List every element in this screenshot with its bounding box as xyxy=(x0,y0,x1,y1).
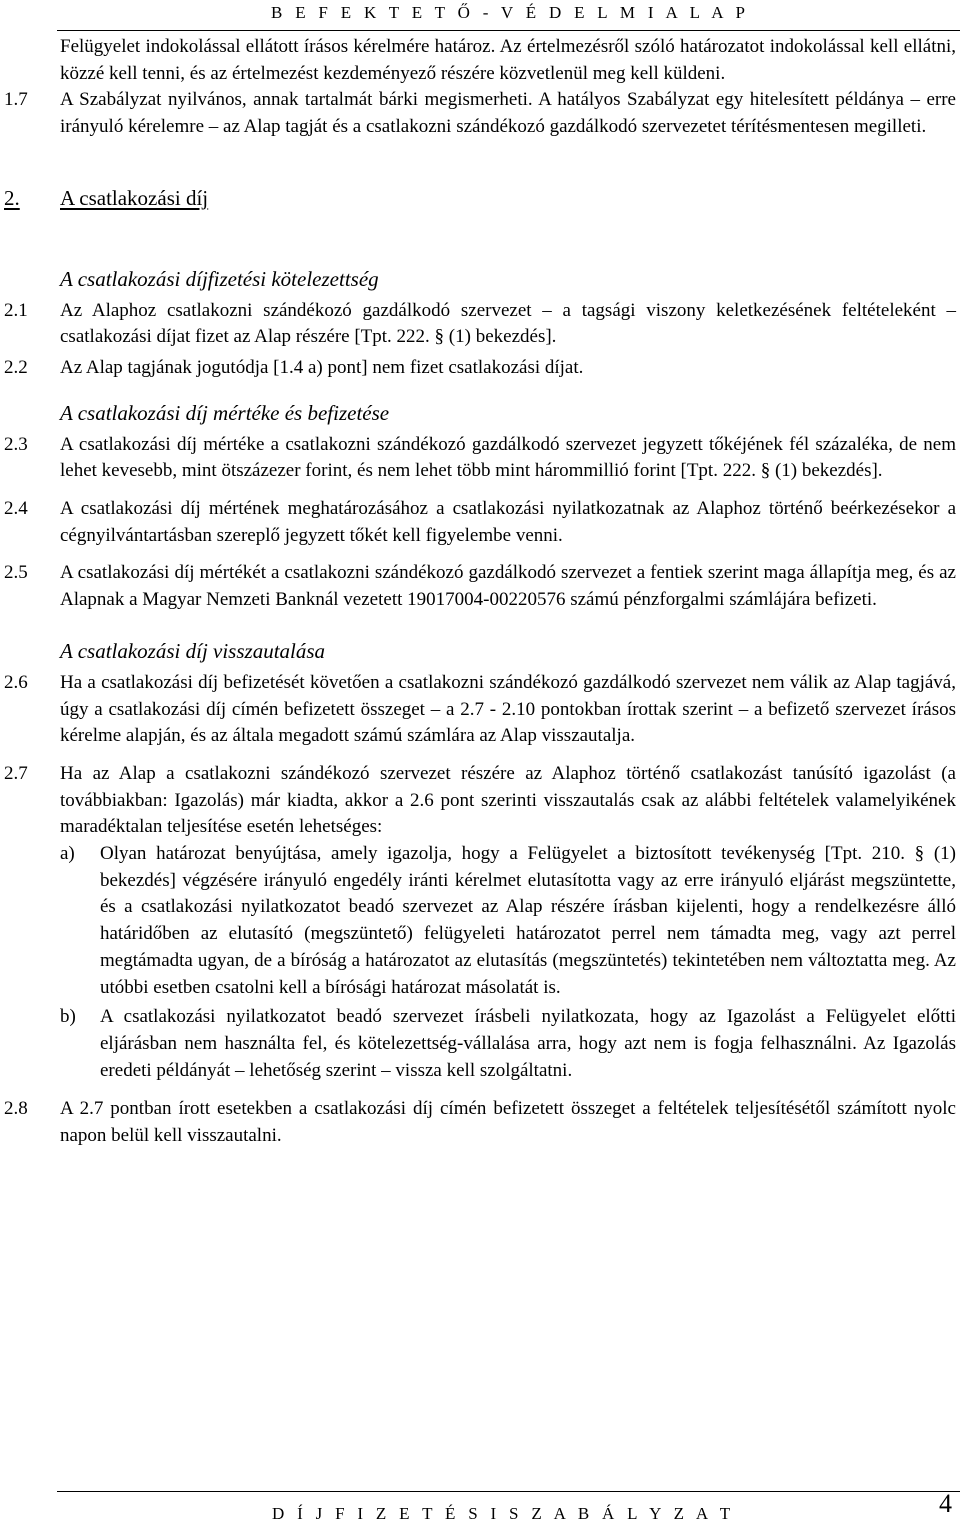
paragraph-2-1 xyxy=(0,298,960,351)
footer-rule xyxy=(57,1491,960,1492)
subheading-refund: A csatlakozási díj visszautalása xyxy=(60,638,326,663)
paragraph-2-7 xyxy=(0,761,960,841)
subheading-obligation: A csatlakozási díjfizetési kötelezettség xyxy=(60,266,379,291)
paragraph-number: 2.1 xyxy=(4,299,28,321)
paragraph-number: 2.8 xyxy=(4,1098,28,1120)
paragraph-text: Ha a csatlakozási díj befizetését követően a csatlakozni szándékozó gazdálkodó szervezet nem válik az Alap tagjává, úgy a csatlakozási díj címén befizetett összeget ‒ a 2.7 - 2.10 pontokban írottak szerint ‒ a befizető szervezet írásos kérelme alapján, és az általa megadott számú számlára az Alap visszautalja. xyxy=(60,671,956,747)
paragraph-number: 2.7 xyxy=(4,762,28,784)
paragraph-2-8 xyxy=(0,1096,960,1149)
running-footer: D Í J F I Z E T É S I S Z A B Á L Y Z A T xyxy=(272,1504,735,1523)
paragraph-text: Ha az Alap a csatlakozni szándékozó szervezet részére az Alaphoz történő csatlakozást tanúsító igazolást (a továbbiakban: Igazolás) már kiadta, akkor a 2.6 pont szerinti visszautalás csak az alábbi feltételek valamelyikének maradéktalan teljesítése esetén lehetséges: xyxy=(60,762,956,838)
paragraph-number: 2.6 xyxy=(4,671,28,693)
subheading-amount: A csatlakozási díj mértéke és befizetése xyxy=(60,400,390,425)
list-item-b xyxy=(60,1004,960,1084)
paragraph-text: A csatlakozási díj mértéke a csatlakozni szándékozó gazdálkodó szervezet jegyzett tőkéjének fél százaléka, de nem lehet kevesebb, mint ötszázezer forint, és nem lehet több mint hárommillió forint [Tpt. 222. § (1) bekezdés]. xyxy=(60,433,956,482)
paragraph-continuation: Felügyelet indokolással ellátott írásos kérelmére határoz. Az értelmezésről szóló határozatot indokolással kell ellátni, közzé kell tenni, és az értelmezést kezdeményező részére közvetlenül meg kell küldeni. xyxy=(60,36,956,84)
list-text: A csatlakozási nyilatkozatot beadó szervezet írásbeli nyilatkozata, hogy az Igazolást a Felügyelet előtti eljárásban nem használta fel, és kötelezettség-vállalása arra, hogy azt nem is fogja felhasználni. Az Igazolás eredeti példányát ‒ lehetőség szerint ‒ vissza kell szolgáltatni. xyxy=(100,1006,956,1081)
paragraph-1-7 xyxy=(0,87,960,140)
document-body xyxy=(0,34,960,1150)
paragraph-number: 2.4 xyxy=(4,498,28,520)
list-item-a xyxy=(60,841,960,1001)
paragraph-number: 2.2 xyxy=(4,356,28,378)
list-label: a) xyxy=(60,843,75,865)
paragraph-2-3 xyxy=(0,432,960,485)
header-rule xyxy=(57,30,960,31)
section-number: 2. xyxy=(4,185,20,210)
paragraph-number: 2.3 xyxy=(4,433,28,455)
section-title: A csatlakozási díj xyxy=(60,185,209,210)
paragraph-2-4 xyxy=(0,496,960,549)
paragraph-2-2 xyxy=(0,355,960,382)
paragraph-text: A csatlakozási díj mértének meghatározásához a csatlakozási nyilatkozatnak az Alaphoz történő beérkezésekor a cégnyilvántartásban szereplő jegyzett tőkét kell figyelembe venni. xyxy=(60,498,956,546)
list-text: Olyan határozat benyújtása, amely igazolja, hogy a Felügyelet a biztosított tevékenység [Tpt. 210. § (1) bekezdés] végzésére irányuló engedély iránti kérelmet elutasította vagy az erre irányuló eljárást megszüntette, és a csatlakozási nyilatkozatot beadó szervezet az Alap részére írásban kijelenti, hogy a rendelkezésre álló határidőben az elutasító (megszüntető) felügyeleti határozatot perrel nem támadta meg, vagy azt perrel megtámadta ugyan, de a bíróság a határozatot az elutasítás (megszüntetés) tekintetében nem változtatta meg. Az utóbbi esetben csatolni kell a bírósági határozat másolatát is. xyxy=(100,843,956,998)
paragraph-number: 2.5 xyxy=(4,562,28,584)
list-label: b) xyxy=(60,1006,76,1028)
section-heading xyxy=(0,185,960,212)
paragraph-text: A 2.7 pontban írott esetekben a csatlakozási díj címén befizetett összeget a feltételek teljesítésétől számított nyolc napon belül kell visszautalni. xyxy=(60,1098,956,1147)
paragraph-text: Az Alaphoz csatlakozni szándékozó gazdálkodó szervezet ‒ a tagsági viszony keletkezésének feltételeként ‒ csatlakozási díjat fizet az Alap részére [Tpt. 222. § (1) bekezdés]. xyxy=(60,299,956,348)
paragraph-2-6 xyxy=(0,670,960,750)
paragraph-2-5 xyxy=(0,560,960,613)
paragraph-text: A csatlakozási díj mértékét a csatlakozni szándékozó gazdálkodó szervezet a fentiek szerint maga állapítja meg, és az Alapnak a Magyar Nemzeti Banknál vezetett 19017004-00220576 számú pénzforgalmi számlájára befizeti. xyxy=(60,562,956,611)
paragraph-text: A Szabályzat nyilvános, annak tartalmát bárki megismerheti. A hatályos Szabályzat egy hitelesített példánya ‒ erre irányuló kérelemre ‒ az Alap tagját és a csatlakozni szándékozó gazdálkodó szervezetet térítésmentesen megilleti. xyxy=(60,89,956,138)
running-header: B E F E K T E T Ő - V É D E L M I A L A P xyxy=(271,3,750,22)
paragraph-number: 1.7 xyxy=(4,89,28,111)
paragraph-text: Az Alap tagjának jogutódja [1.4 a) pont] nem fizet csatlakozási díjat. xyxy=(60,356,584,378)
page-number: 4 xyxy=(939,1489,952,1518)
